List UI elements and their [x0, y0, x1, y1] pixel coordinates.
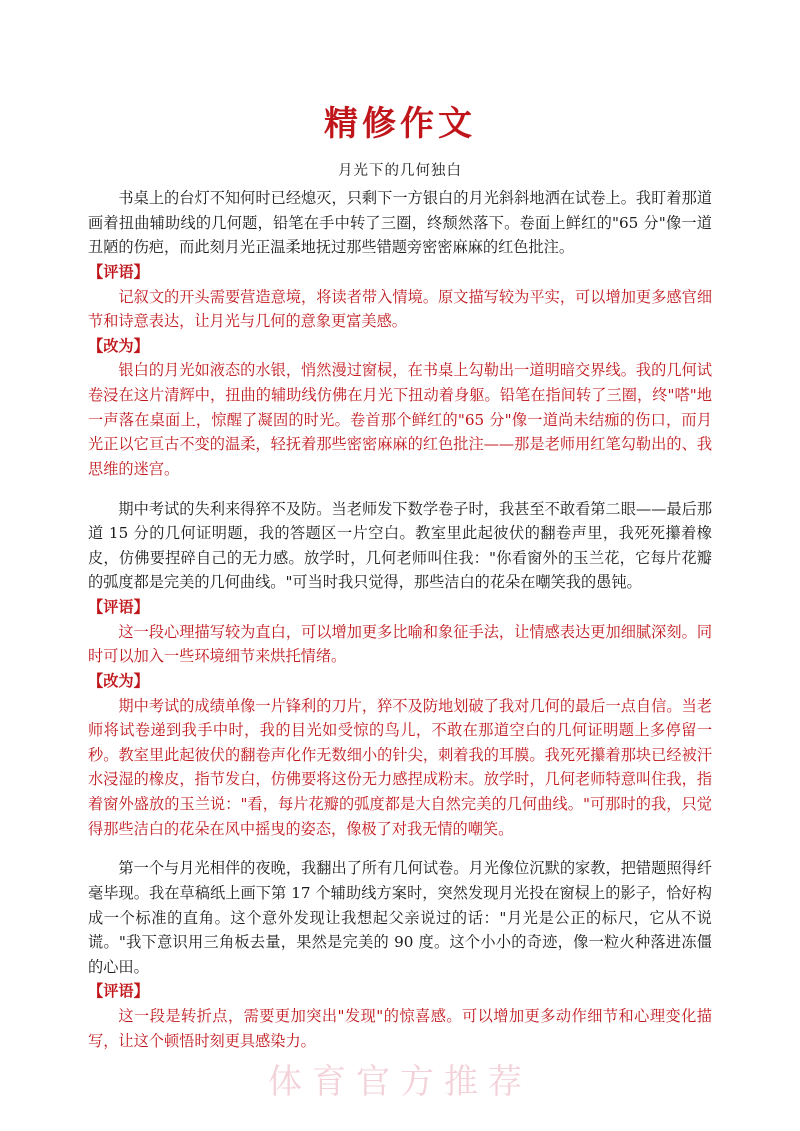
paragraph-revision-1: 银白的月光如液态的水银，悄然漫过窗棂，在书桌上勾勒出一道明暗交界线。我的几何试卷浸在这片清辉中，扭曲的辅助线仿佛在月光下扭动着身躯。铅笔在指间转了三圈，终"嗒"地一声落在桌面上，惊醒了凝固的时光。卷首那个鲜红的"65 分"像一道尚未结痂的伤口，而月光正以它亘古不变的温柔，轻抚着那些密密麻麻的红色批注——那是老师用红笔勾勒出的、我思维的迷宫。: [88, 361, 712, 478]
watermark: 体育官方推荐: [268, 1062, 532, 1102]
paragraph-revision-2: 期中考试的成绩单像一片锋利的刀片，猝不及防地划破了我对几何的最后一点自信。当老师将试卷递到我手中时，我的目光如受惊的鸟儿，不敢在那道空白的几何证明题上多停留一秒。教室里此起彼伏的翻卷声化作无数细小的针尖，刺着我的耳膜。我死死攥着那块已经被汗水浸湿的橡皮，指节发白，仿佛要将这份无力感捏成粉末。放学时，几何老师特意叫住我，指着窗外盛放的玉兰说："看，每片花瓣的弧度都是大自然完美的几何曲线。"可那时的我，只觉得那些洁白的花朵在风中摇曳的姿态，像极了对我无情的嘲笑。: [88, 696, 712, 838]
comment-label-1: 【评语】: [88, 262, 149, 281]
spacer-2: [88, 841, 712, 856]
revision-label-1: 【改为】: [88, 336, 149, 355]
essay-subtitle: 月光下的几何独白: [338, 163, 462, 179]
paragraph-comment-1: 记叙文的开头需要营造意境，将读者带入情境。原文描写较为平实，可以增加更多感官细节和诗意表达，让月光与几何的意象更富美感。: [88, 287, 712, 331]
paragraph-original-1: 书桌上的台灯不知何时已经熄灭，只剩下一方银白的月光斜斜地洒在试卷上。我盯着那道画着扭曲辅助线的几何题，铅笔在手中转了三圈，终颓然落下。卷面上鲜红的"65 分"像一道丑陋的伤疤，而此刻月光正温柔地抚过那些错题旁密密麻麻的红色批注。: [88, 189, 712, 257]
revision-label-2: 【改为】: [88, 671, 149, 690]
paragraph-original-2: 期中考试的失利来得猝不及防。当老师发下数学卷子时，我甚至不敢看第二眼——最后那道 15 分的几何证明题，我的答题区一片空白。教室里此起彼伏的翻卷声里，我死死攥着橡皮，仿佛要捏碎自己的无力感。放学时，几何老师叫住我："你看窗外的玉兰花，它每片花瓣的弧度都是完美的几何曲线。"可当时我只觉得，那些洁白的花朵在嘲笑我的愚钝。: [88, 499, 712, 592]
spacer-1: [88, 482, 712, 497]
page-title: 精修作文: [324, 104, 476, 144]
comment-label-3: 【评语】: [88, 982, 149, 1001]
paragraph-comment-3: 这一段是转折点，需要更加突出"发现"的惊喜感。可以增加更多动作细节和心理变化描写，让这个顿悟时刻更具感染力。: [88, 1007, 712, 1050]
paragraph-original-3: 第一个与月光相伴的夜晚，我翻出了所有几何试卷。月光像位沉默的家教，把错题照得纤毫毕现。我在草稿纸上画下第 17 个辅助线方案时，突然发现月光投在窗棂上的影子，恰好构成一个标准的直角。这个意外发现让我想起父亲说过的话："月光是公正的标尺，它从不说谎。"我下意识用三角板去量，果然是完美的 90 度。这个小小的奇迹，像一粒火种落进冻僵的心田。: [88, 859, 712, 976]
paragraph-comment-2: 这一段心理描写较为直白，可以增加更多比喻和象征手法，让情感表达更加细腻深刻。同时可以加入一些环境细节来烘托情绪。: [88, 622, 712, 666]
comment-label-2: 【评语】: [88, 598, 149, 616]
